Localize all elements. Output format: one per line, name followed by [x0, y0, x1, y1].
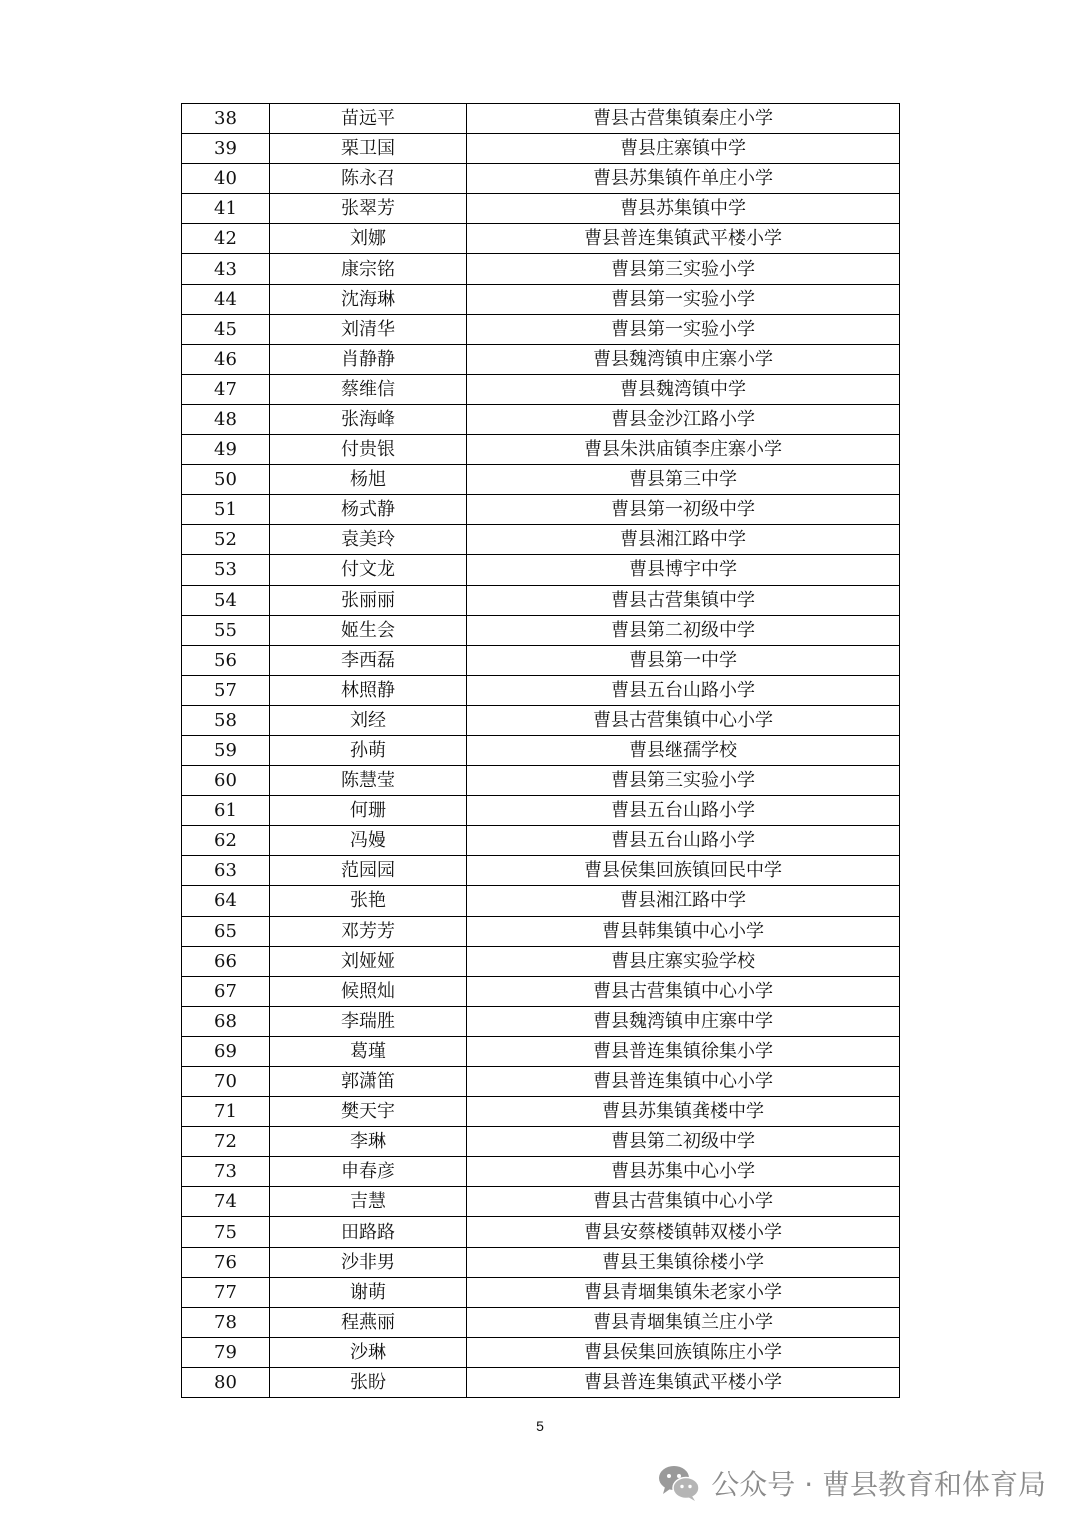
row-number-cell: 63 [182, 856, 270, 886]
table-row [182, 1187, 900, 1217]
row-number-cell: 58 [182, 705, 270, 735]
table-row [182, 585, 900, 615]
school-cell: 曹县魏湾镇申庄寨中学 [467, 1006, 900, 1036]
table-row [182, 1277, 900, 1307]
row-number-cell: 51 [182, 495, 270, 525]
name-cell: 郭潇笛 [270, 1067, 467, 1097]
name-cell: 栗卫国 [270, 134, 467, 164]
table-row [182, 1337, 900, 1367]
name-cell: 沈海琳 [270, 284, 467, 314]
school-cell: 曹县第一中学 [467, 645, 900, 675]
watermark [657, 1460, 1046, 1506]
name-cell: 沙非男 [270, 1247, 467, 1277]
school-cell: 曹县侯集回族镇回民中学 [467, 856, 900, 886]
row-number-cell: 39 [182, 134, 270, 164]
school-cell: 曹县朱洪庙镇李庄寨小学 [467, 435, 900, 465]
row-number-cell: 54 [182, 585, 270, 615]
table-row [182, 675, 900, 705]
name-cell: 张丽丽 [270, 585, 467, 615]
row-number-cell: 68 [182, 1006, 270, 1036]
school-cell: 曹县第三实验小学 [467, 766, 900, 796]
row-number-cell: 48 [182, 404, 270, 434]
table-row [182, 645, 900, 675]
wechat-icon [657, 1463, 701, 1503]
table-row [182, 796, 900, 826]
name-cell: 杨旭 [270, 465, 467, 495]
school-cell: 曹县古营集镇中心小学 [467, 976, 900, 1006]
table-row [182, 314, 900, 344]
table-row [182, 555, 900, 585]
school-cell: 曹县五台山路小学 [467, 675, 900, 705]
table-row [182, 1247, 900, 1277]
row-number-cell: 64 [182, 886, 270, 916]
name-cell: 肖静静 [270, 344, 467, 374]
table-row [182, 254, 900, 284]
table-row [182, 1367, 900, 1397]
table-row [182, 735, 900, 765]
row-number-cell: 76 [182, 1247, 270, 1277]
name-cell: 程燕丽 [270, 1307, 467, 1337]
row-number-cell: 56 [182, 645, 270, 675]
name-cell: 葛瑾 [270, 1036, 467, 1066]
row-number-cell: 77 [182, 1277, 270, 1307]
table-row [182, 1067, 900, 1097]
table-row [182, 435, 900, 465]
watermark-text: 公众号 · 曹县教育和体育局 [711, 1468, 1046, 1501]
row-number-cell: 44 [182, 284, 270, 314]
table-row [182, 194, 900, 224]
school-cell: 曹县湘江路中学 [467, 525, 900, 555]
school-cell: 曹县苏集镇仵单庄小学 [467, 164, 900, 194]
school-cell: 曹县青堌集镇兰庄小学 [467, 1307, 900, 1337]
name-cell: 苗远平 [270, 104, 467, 134]
row-number-cell: 40 [182, 164, 270, 194]
school-cell: 曹县韩集镇中心小学 [467, 916, 900, 946]
school-cell: 曹县继孺学校 [467, 735, 900, 765]
row-number-cell: 42 [182, 224, 270, 254]
row-number-cell: 47 [182, 374, 270, 404]
name-cell: 田路路 [270, 1217, 467, 1247]
name-cell: 刘清华 [270, 314, 467, 344]
school-cell: 曹县普连集镇中心小学 [467, 1067, 900, 1097]
table-row [182, 1217, 900, 1247]
row-number-cell: 67 [182, 976, 270, 1006]
table-row [182, 344, 900, 374]
row-number-cell: 53 [182, 555, 270, 585]
school-cell: 曹县普连集镇武平楼小学 [467, 1367, 900, 1397]
row-number-cell: 78 [182, 1307, 270, 1337]
row-number-cell: 69 [182, 1036, 270, 1066]
school-cell: 曹县普连集镇武平楼小学 [467, 224, 900, 254]
table-row [182, 1097, 900, 1127]
school-cell: 曹县五台山路小学 [467, 796, 900, 826]
row-number-cell: 43 [182, 254, 270, 284]
table-row [182, 946, 900, 976]
name-cell: 杨式静 [270, 495, 467, 525]
school-cell: 曹县苏集中心小学 [467, 1157, 900, 1187]
name-cell: 范园园 [270, 856, 467, 886]
table-row [182, 1006, 900, 1036]
name-cell: 张盼 [270, 1367, 467, 1397]
row-number-cell: 65 [182, 916, 270, 946]
school-cell: 曹县魏湾镇申庄寨小学 [467, 344, 900, 374]
row-number-cell: 70 [182, 1067, 270, 1097]
row-number-cell: 49 [182, 435, 270, 465]
school-cell: 曹县第三中学 [467, 465, 900, 495]
name-cell: 张艳 [270, 886, 467, 916]
school-cell: 曹县侯集回族镇陈庄小学 [467, 1337, 900, 1367]
row-number-cell: 66 [182, 946, 270, 976]
row-number-cell: 72 [182, 1127, 270, 1157]
row-number-cell: 73 [182, 1157, 270, 1187]
name-cell: 沙琳 [270, 1337, 467, 1367]
table-row [182, 224, 900, 254]
name-cell: 李西磊 [270, 645, 467, 675]
name-cell: 姬生会 [270, 615, 467, 645]
name-cell: 邓芳芳 [270, 916, 467, 946]
table-row [182, 705, 900, 735]
name-cell: 刘娅娅 [270, 946, 467, 976]
name-cell: 蔡维信 [270, 374, 467, 404]
school-cell: 曹县安蔡楼镇韩双楼小学 [467, 1217, 900, 1247]
row-number-cell: 41 [182, 194, 270, 224]
school-cell: 曹县第二初级中学 [467, 1127, 900, 1157]
table-row [182, 826, 900, 856]
table-row [182, 525, 900, 555]
school-cell: 曹县第三实验小学 [467, 254, 900, 284]
table-row [182, 284, 900, 314]
row-number-cell: 61 [182, 796, 270, 826]
name-cell: 吉慧 [270, 1187, 467, 1217]
name-cell: 孙萌 [270, 735, 467, 765]
row-number-cell: 38 [182, 104, 270, 134]
name-cell: 谢萌 [270, 1277, 467, 1307]
table-row [182, 1127, 900, 1157]
school-cell: 曹县王集镇徐楼小学 [467, 1247, 900, 1277]
school-cell: 曹县金沙江路小学 [467, 404, 900, 434]
row-number-cell: 55 [182, 615, 270, 645]
table-row [182, 916, 900, 946]
row-number-cell: 75 [182, 1217, 270, 1247]
name-cell: 陈慧莹 [270, 766, 467, 796]
row-number-cell: 57 [182, 675, 270, 705]
name-cell: 袁美玲 [270, 525, 467, 555]
name-cell: 申春彦 [270, 1157, 467, 1187]
school-cell: 曹县庄寨实验学校 [467, 946, 900, 976]
table-row [182, 1157, 900, 1187]
row-number-cell: 62 [182, 826, 270, 856]
school-cell: 曹县青堌集镇朱老家小学 [467, 1277, 900, 1307]
school-cell: 曹县苏集镇中学 [467, 194, 900, 224]
table-row [182, 104, 900, 134]
name-cell: 张翠芳 [270, 194, 467, 224]
school-cell: 曹县古营集镇中学 [467, 585, 900, 615]
school-cell: 曹县第一实验小学 [467, 314, 900, 344]
school-cell: 曹县湘江路中学 [467, 886, 900, 916]
row-number-cell: 71 [182, 1097, 270, 1127]
table-row [182, 976, 900, 1006]
name-cell: 付贵银 [270, 435, 467, 465]
table-row [182, 615, 900, 645]
school-cell: 曹县魏湾镇中学 [467, 374, 900, 404]
name-cell: 樊天宇 [270, 1097, 467, 1127]
row-number-cell: 52 [182, 525, 270, 555]
row-number-cell: 79 [182, 1337, 270, 1367]
table-row [182, 766, 900, 796]
table-row [182, 1307, 900, 1337]
name-cell: 张海峰 [270, 404, 467, 434]
roster-table-body [182, 104, 900, 1398]
school-cell: 曹县博宇中学 [467, 555, 900, 585]
name-cell: 康宗铭 [270, 254, 467, 284]
roster-table [181, 103, 900, 1398]
name-cell: 候照灿 [270, 976, 467, 1006]
row-number-cell: 80 [182, 1367, 270, 1397]
school-cell: 曹县苏集镇龚楼中学 [467, 1097, 900, 1127]
school-cell: 曹县五台山路小学 [467, 826, 900, 856]
table-row [182, 886, 900, 916]
row-number-cell: 50 [182, 465, 270, 495]
school-cell: 曹县第一实验小学 [467, 284, 900, 314]
table-row [182, 1036, 900, 1066]
name-cell: 李琳 [270, 1127, 467, 1157]
table-row [182, 134, 900, 164]
school-cell: 曹县普连集镇徐集小学 [467, 1036, 900, 1066]
school-cell: 曹县庄寨镇中学 [467, 134, 900, 164]
row-number-cell: 74 [182, 1187, 270, 1217]
row-number-cell: 59 [182, 735, 270, 765]
name-cell: 付文龙 [270, 555, 467, 585]
row-number-cell: 60 [182, 766, 270, 796]
name-cell: 刘娜 [270, 224, 467, 254]
table-row [182, 495, 900, 525]
page-number: 5 [536, 1418, 544, 1434]
table-row [182, 404, 900, 434]
name-cell: 陈永召 [270, 164, 467, 194]
name-cell: 林照静 [270, 675, 467, 705]
name-cell: 何珊 [270, 796, 467, 826]
school-cell: 曹县古营集镇中心小学 [467, 705, 900, 735]
school-cell: 曹县古营集镇秦庄小学 [467, 104, 900, 134]
table-row [182, 374, 900, 404]
name-cell: 李瑞胜 [270, 1006, 467, 1036]
name-cell: 冯嫚 [270, 826, 467, 856]
school-cell: 曹县第二初级中学 [467, 615, 900, 645]
row-number-cell: 45 [182, 314, 270, 344]
table-row [182, 164, 900, 194]
row-number-cell: 46 [182, 344, 270, 374]
table-row [182, 856, 900, 886]
school-cell: 曹县第一初级中学 [467, 495, 900, 525]
name-cell: 刘经 [270, 705, 467, 735]
table-row [182, 465, 900, 495]
school-cell: 曹县古营集镇中心小学 [467, 1187, 900, 1217]
